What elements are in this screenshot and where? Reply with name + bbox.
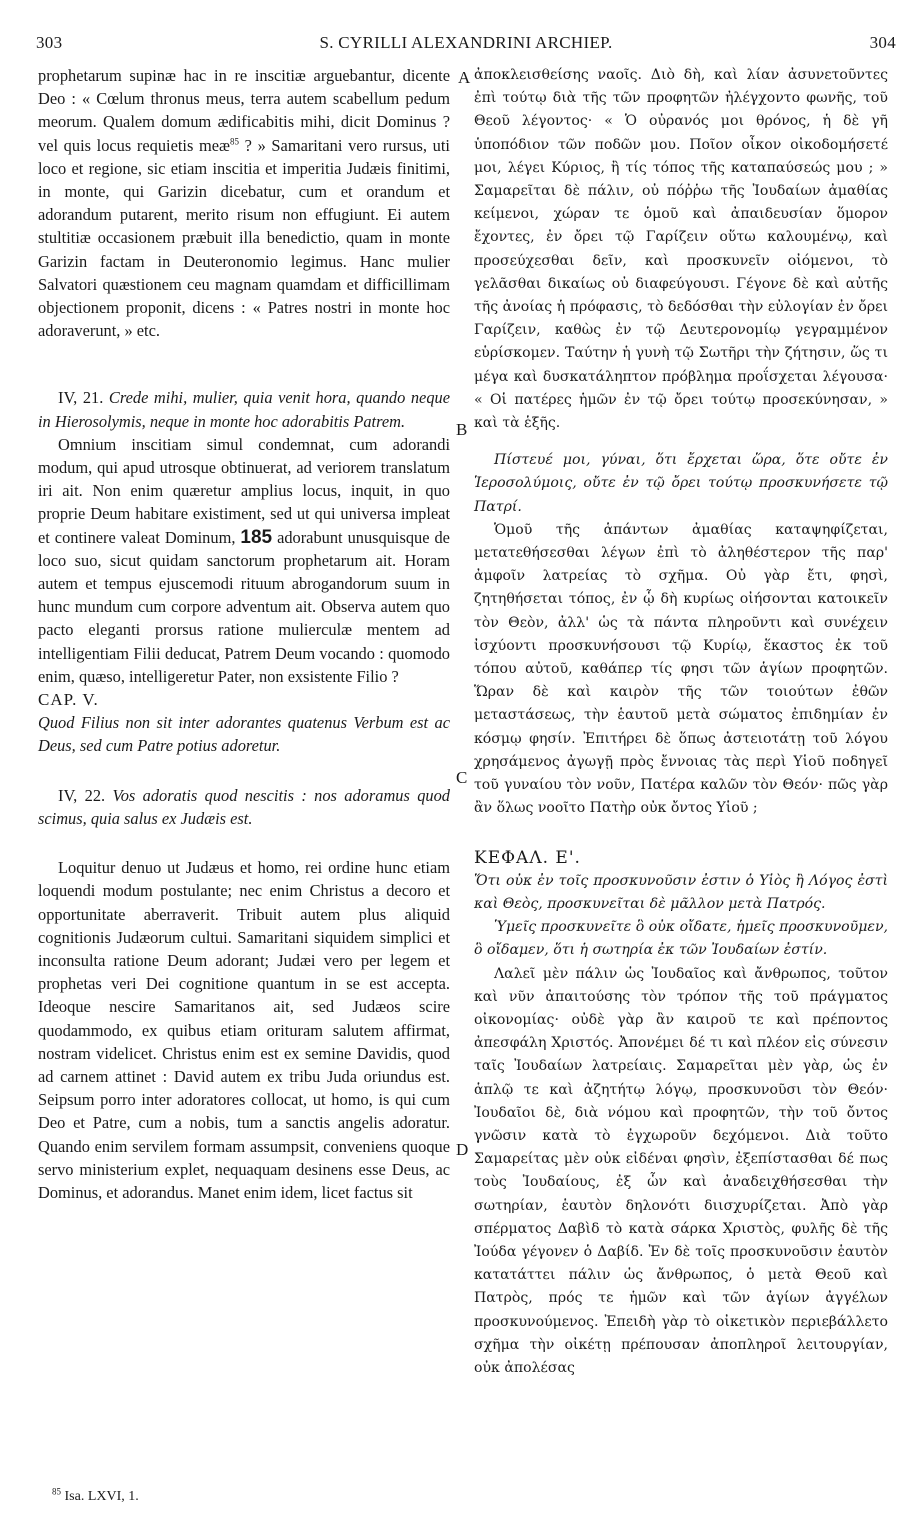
footnote-text: Isa. LXVI, 1. (64, 1489, 139, 1504)
chapter-heading: CAP. V. (38, 690, 99, 710)
greek-column (474, 64, 888, 1380)
greek-lemma-1: Πίστευέ μοι, γύναι, ὅτι ἔρχεται ὥρα, ὅτε οὔτε ἐν Ἱεροσολύμοις, οὔτε ἐν τῷ ὄρει τούτῳ προσκυνήσετε τῷ Πατρί. (474, 452, 888, 515)
latin-column (38, 64, 450, 1204)
column-number: 185 (240, 526, 273, 548)
greek-lemma-2: Ὑμεῖς προσκυνεῖτε ὃ οὐκ οἴδατε, ἡμεῖς προσκυνοῦμεν, ὃ οἴδαμεν, ὅτι ἡ σωτηρία ἐκ τῶν Ἰουδαίων ἐστίν. (474, 919, 888, 959)
greek-chapter-heading: ΚΕΦΑΛ. Ε'. (474, 847, 581, 868)
verse-reference: IV, 22. (58, 785, 106, 805)
running-title: S. CYRILLI ALEXANDRINI ARCHIEP. (319, 33, 613, 52)
margin-letter-b: B (456, 420, 468, 439)
verse-reference: IV, 21. (58, 388, 104, 408)
latin-lemma-1: IV, 21. Crede mihi, mulier, quia venit hora, quando neque in Hierosolymis, neque in monte hoc adorabitis Patrem. (38, 388, 450, 431)
margin-letter-d: D (456, 1140, 469, 1159)
latin-paragraph-1: prophetarum supinæ hac in re inscitiæ arguebantur, dicente Deo : « Cœlum thronus meus, terra autem scabellum pedum meorum. Qualem domum ædificabitis mihi, dicit Dominus ? vel quis locus requietis meæ$^{85}$ ? » Samaritani vero rursus, uti loco et regione, sic etiam inscitia et imperitia Judæis finitimi, in monte, qui Garizin dicebatur, cum et orandum et adorandum putarent, merito risum non effugiunt. Ei autem stultitiæ occasionem præbuit illa benedictio, quam in monte Garizin factam in Deuteronomio legimus. Hanc mulier Salvatori quæstionem ceu magnam quamdam et difficillimam objectionem proponit, dicens : « Patres nostri in monte hoc adoraverunt, » etc. (38, 66, 450, 341)
running-header (36, 33, 896, 59)
page-number-left: 303 (36, 33, 63, 52)
margin-letter-a: A (458, 68, 471, 87)
footnote-number: 85 (52, 1486, 61, 1497)
greek-paragraph-1: ἀποκλεισθείσης ναοῖς. Διὸ δὴ, καὶ λίαν ἀσυνετοῦντες ἐπὶ τούτῳ διὰ τῆς τῶν προφητῶν ἠλέγχοντο φωνῆς, τοῦ Θεοῦ λέγοντος· « Ὁ οὐρανός μοι θρόνος, ἡ δὲ γῆ ὑποπόδιον τῶν ποδῶν μου. Ποῖον οἶκον οἰκοδομήσετέ μοι, λέγει Κύριος, ἢ τίς τόπος τῆς καταπαύσεώς μου ; » Σαμαρεῖται δὲ πάλιν, οὐ πόῤῥω τῆς Ἰουδαίων ἀμαθίας κείμενοι, χώραν τε ὁμοῦ καὶ ἀπαιδευσίαν ὅμορον ἔχοντες, ἐν ὄρει τῷ Γαρίζειν οὕτω καλουμένῳ, καὶ προσεύχεσθαι δεῖν, καὶ προσκυνεῖν οἰόμενοι, τὸ γελᾶσθαι δικαίως οὐ διαφεύγουσι. Γέγονε δὲ καὶ αὐτῆς τῆς ἀνοίας ἡ πρόφασις, τὸ δεδόσθαι τὴν εὐλογίαν ἐν ὄρει Γαρίζειν, καθὼς ἐν τῷ Δευτερονομίῳ γεγραμμένον εὑρίσκομεν. Ταύτην ἡ γυνὴ τῷ Σωτῆρι τὴν ζήτησιν, ὥς τι μέγα καὶ δυσκατάληπτον πρόβλημα προΐσχεται λέγουσα· « Οἱ πατέρες ἡμῶν ἐν τῷ ὄρει τούτῳ προσεκύνησαν, » καὶ τὰ ἑξῆς. (474, 67, 888, 432)
latin-paragraph-3: Loquitur denuo ut Judæus et homo, rei ordine hunc etiam loquendi modum postulante; nec enim Christus a decoro et opportunitate aberraverit. Tribuit autem plus aliquid cognitionis Judæorum cultui. Samaritani siquidem simplici et inconsulta ratione Deum adorant; Judæi vero per legem et prophetas veri Dei cognitione quantum in se est accepta. Ideoque nescire Samaritanos ait, sed Judæos scire quodammodo, ex quibus etiam orituram salutem affirmat, nostram videlicet. Christus enim est ex semine Davidis, quod ad carnem attinet : David autem ex tribu Juda oriundus est. Seipsum porro inter adoratores collocat, ut homo, is qui cum Deo et Patre, cum a nobis, tum a sanctis angelis adoratur. Quando enim servilem formam assumpsit, conveniens quoque servo ministerium explet, nequaquam desinens esse Deus, ac Dominus, et adorandus. Manet enim idem, licet factus sit (38, 858, 450, 1202)
greek-paragraph-3: Λαλεῖ μὲν πάλιν ὡς Ἰουδαῖος καὶ ἄνθρωπος, τοῦτον καὶ νῦν ἀπαιτούσης τὸν τρόπον τῆς τοῦ πράγματος οἰκονομίας· οὐδὲ γὰρ ἂν καιροῦ τε καὶ πρέποντος ἀπεσφάλη Χριστός. Ἀπονέμει δέ τι καὶ πλέον εἰς σύνεσιν ταῖς Ἰουδαίων λατρείαις. Σαμαρεῖται μὲν γὰρ, ὡς ἐν ἁπλῷ τε καὶ ἀζητήτῳ λόγῳ, προσκυνοῦσι τὸν Θεόν· Ἰουδαῖοι δὲ, διὰ νόμου καὶ προφητῶν, τὴν τοῦ ὄντος γνῶσιν κατὰ τὸ ἐγχωροῦν δεχόμενοι. Διὰ τοῦτο Σαμαρείτας μὲν οὐκ εἰδέναι φησὶν, ἐξεπίστασθαι δέ πως τοὺς Ἰουδαίους, ἐξ ὧν καὶ ἀναδειχθήσεσθαι τὴν σωτηρίαν, ἑαυτὸν δηλονότι διισχυρίζεται. Ἀπὸ γὰρ σπέρματος Δαβὶδ τὸ κατὰ σάρκα Χριστὸς, φυλῆς δὲ τῆς Ἰούδα γέγονεν ὁ Δαβίδ. Ἐν δὲ τοῖς προσκυνοῦσιν ἑαυτὸν κατατάττει πάλιν ὡς ἄνθρωπος, ὁ μετὰ Θεοῦ καὶ Πατρὸς, πρός τε ἡμῶν καὶ τῶν ἁγίων ἀγγέλων προσκυνούμενος. Ἐπειδὴ γὰρ τὸ οἰκετικὸν περιεβάλλετο σχῆμα τὴν οἰκέτῃ πρέπουσαν ἀποπληροῖ λειτουργίαν, οὐκ ἀπολέσας (474, 965, 888, 1376)
chapter-summary: Quod Filius non sit inter adorantes quatenus Verbum est ac Deus, sed cum Patre potius adoretur. (38, 713, 450, 756)
margin-letter-c: C (456, 768, 468, 787)
footnote-marker: 85 (229, 136, 239, 147)
latin-lemma-2: IV, 22. Vos adoratis quod nescitis : nos adoramus quod scimus, quia salus ex Judæis est. (38, 785, 450, 828)
page-number-right: 304 (869, 33, 896, 52)
greek-chapter-summary: Ὅτι οὐκ ἐν τοῖς προσκυνοῦσιν ἐστιν ὁ Υἱὸς ἢ Λόγος ἐστὶ καὶ Θεὸς, προσκυνεῖται δὲ μᾶλλον μετὰ Πατρός. (474, 872, 888, 912)
greek-paragraph-2: Ὁμοῦ τῆς ἁπάντων ἀμαθίας καταψηφίζεται, μετατεθήσεσθαι λέγων ἐπὶ τὸ ἀληθέστερον τῆς παρ' ἀμφοῖν λατρείας τὸ σχῆμα. Οὐ γὰρ ἔτι, φησὶ, ζητηθήσεται τόπος, ἐν ᾧ δὴ κυρίως οἰήσονται κατοικεῖν τὸν Θεὸν, ἀλλ' ὡς τὰ πάντα πληροῦντι καὶ συνέχειν ἰσχύοντι προσκυνήσουσι τῷ Κυρίῳ, ἕκαστος ἐκ τοῦ τόπου αὐτοῦ, καθάπερ τίς φησι τῶν ἁγίων προφητῶν. Ὥραν δὲ καὶ καιρὸν τῆς τῶν τοιούτων ἐθῶν μεταστάσεως, τὴν ἑαυτοῦ μετὰ σώματος ἐπιδημίαν ἐν κόσμῳ φησίν. Ἐπιτήρει δὲ ὅπως ἀστειοτάτῃ τοῦ λόγου χρησάμενος ἀγωγῇ πρὸς ἔννοιας τὰς περὶ Υἱοῦ ποδηγεῖ τοῦ γυναίου τὸν νοῦν, Πατέρα καλῶν τὸν Θεόν· πῶς γὰρ ἂν ὅλως νοοῖτο Πατὴρ οὐκ ὄντος Υἱοῦ ; (474, 521, 888, 817)
latin-paragraph-2: Omnium inscitiam simul condemnat, cum adorandi modum, qui apud utrosque obtinuerat, ad veriorem translatum iri ait. Non enim quæretur amplius locus, inquit, in quo proprie Deum habitare existiment, sed ut qui universa impleat et continere valeat Dominum, 185 adorabunt unusquisque de loco suo, sicut quidam sanctorum prophetarum ait. Horam autem et tempus ejuscemodi rituum abrogandorum suum in hunc mundum cum corpore adventum ait. Observa autem quo pacto eleganti prorsus ratione mulierculæ mentem ad intelligentiam Filii deducat, Patrem Deum vocando : quomodo enim, quæso, intelligeretur Pater, non exsistente Filio ? (38, 434, 450, 686)
footnote (52, 1486, 139, 1505)
